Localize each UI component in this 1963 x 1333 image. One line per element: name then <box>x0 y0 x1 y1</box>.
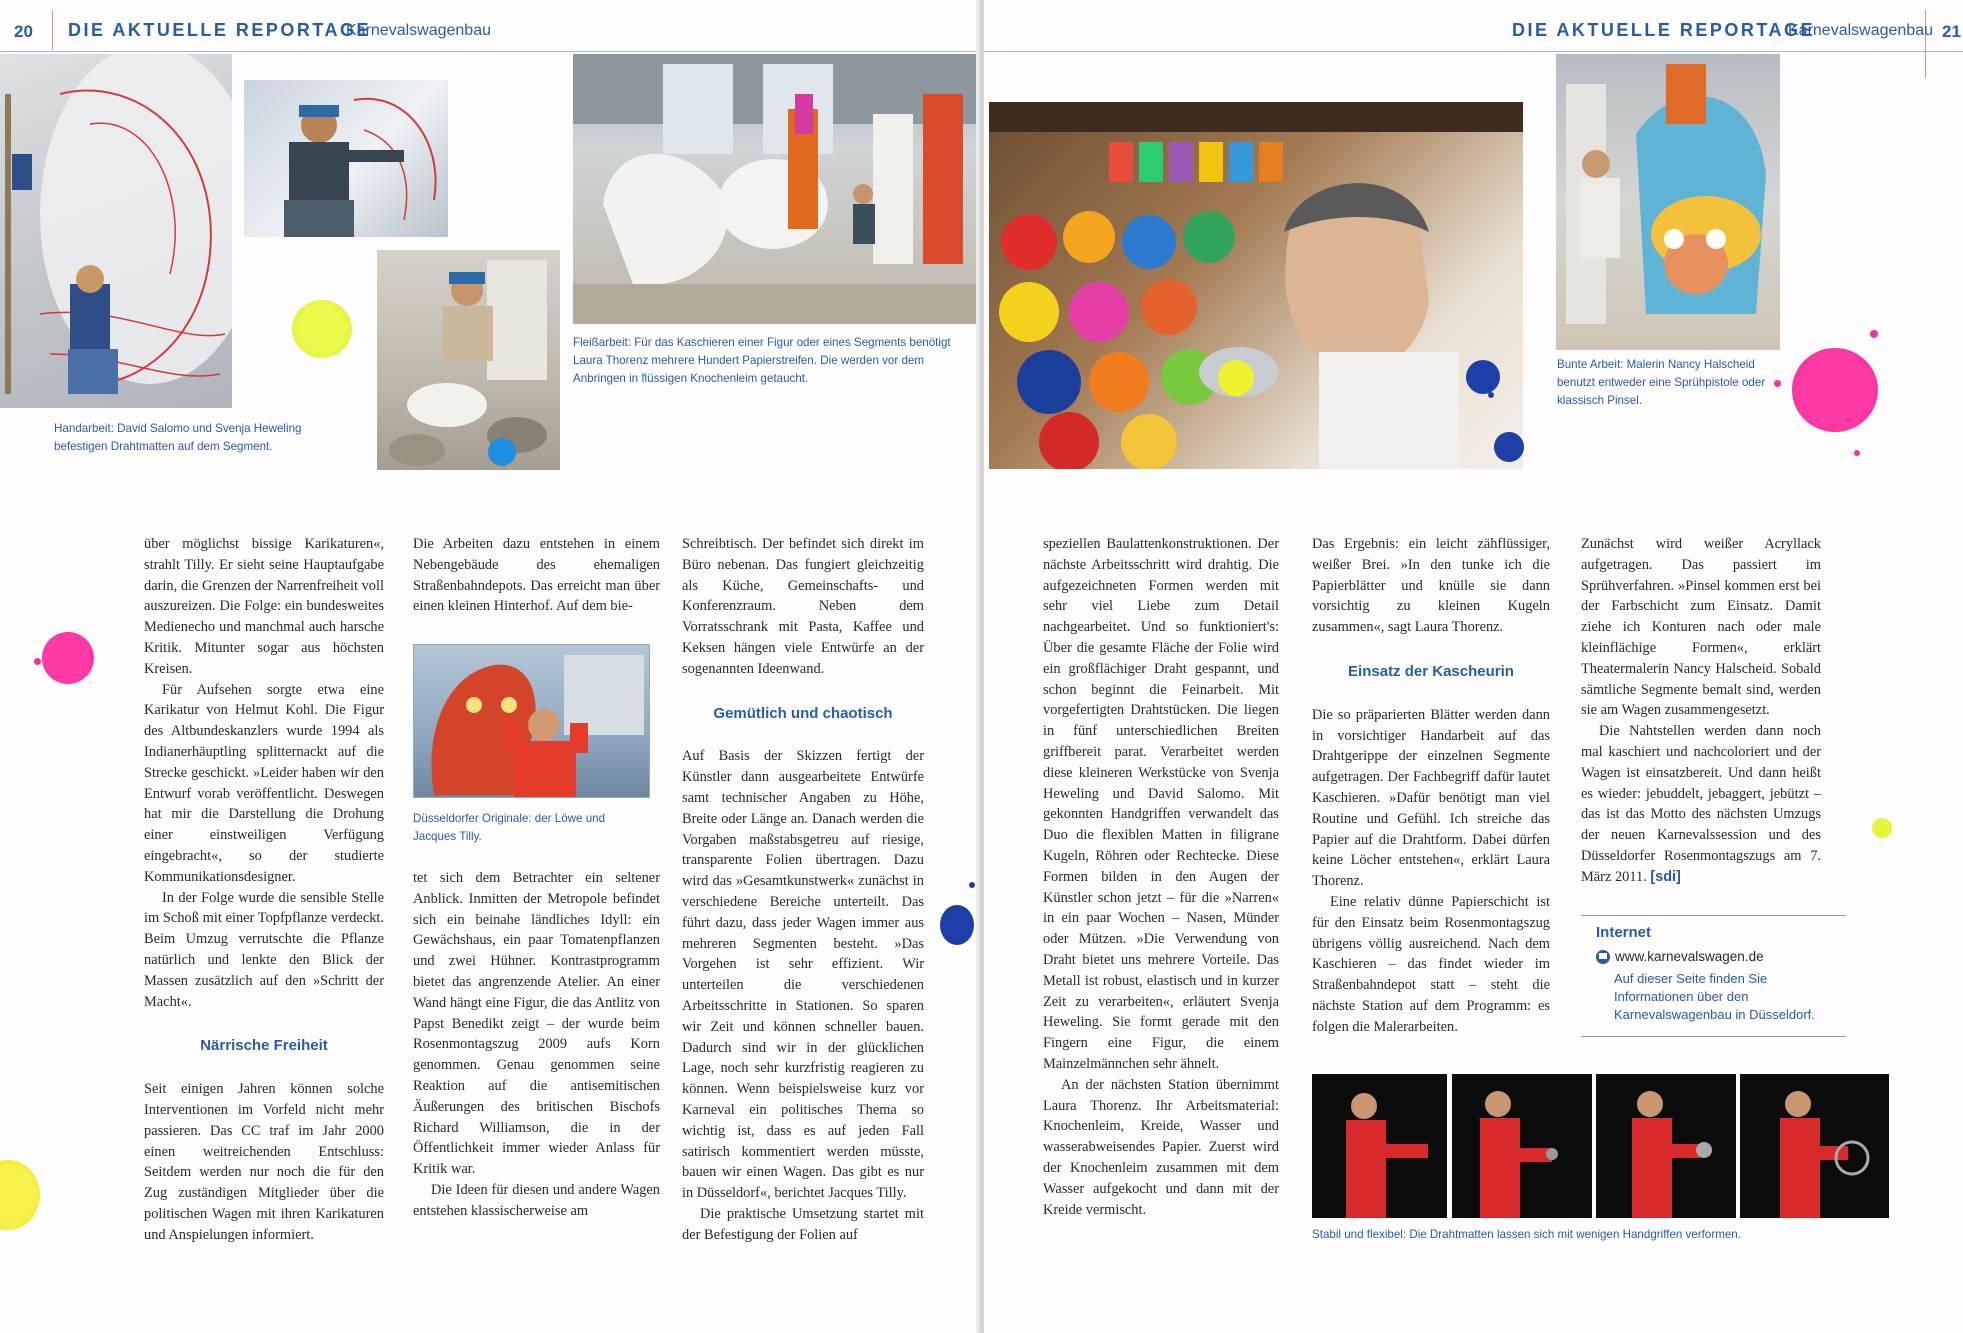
author-signature: [sdi] <box>1650 868 1681 885</box>
photo-wire-figure-art <box>0 54 232 408</box>
header-divider <box>1925 10 1926 78</box>
subheading-naerrische-freiheit: Närrische Freiheit <box>200 1037 328 1055</box>
paint-splash-yellow <box>0 1160 40 1230</box>
paint-splash-pink <box>1792 348 1878 432</box>
internet-title: Internet <box>1596 924 1652 941</box>
infobox-bottom-rule <box>1581 1036 1846 1037</box>
paint-splash-blue <box>1466 360 1500 394</box>
page-number-left: 20 <box>14 22 33 41</box>
paint-dot <box>1854 450 1860 456</box>
paint-dot <box>1488 392 1494 398</box>
subheading-gemuetlich: Gemütlich und chaotisch <box>713 704 893 722</box>
paint-splash-yellow <box>1872 818 1892 838</box>
sequence-figure <box>1312 1074 1447 1218</box>
left-column-1 <box>144 534 384 1246</box>
internet-box <box>1596 924 1846 1024</box>
photo-sequence-2 <box>1452 1074 1592 1218</box>
photo-glue-bucket <box>377 250 560 470</box>
paragraph: Die praktische Umsetzung startet mit der Befestigung der Folien auf <box>682 1205 924 1243</box>
internet-text: Auf dieser Seite finden Sie Informationen über den Karnevalswagenbau in Düsseldorf. <box>1614 971 1815 1022</box>
paragraph: Für Aufsehen sorgte etwa eine Karikatur von Helmut Kohl. Die Figur des Altbundeskanzlers wurde 1994 als Indianerhäuptling splitternackt auf die Strecke geschickt. »Leider haben wir den Entwurf vorab veröffentlicht. Deswegen hat mir die Darstellung die Drohung einer einstweiligen Verfügung eingebracht«, so der studierte Kommunikationsdesigner. <box>144 681 384 885</box>
paragraph: über möglichst bissige Karikaturen«, strahlt Tilly. Er sieht seine Hauptaufgabe darin, die Grenzen der Narrenfreiheit voll auszureizen. Die Folge: ein bundesweites Medienecho und manchmal auch harsche Kritik. Mitunter sogar aus höchsten Kreisen. <box>144 536 384 677</box>
paint-splash-pink <box>42 632 94 684</box>
caption-fleissarbeit: Fleißarbeit: Für das Kaschieren einer Figur oder eines Segments benötigt Laura Thorenz mehrere Hundert Papierstreifen. Die werden vor dem Anbringen in flüssigen Knochenleim getaucht. <box>573 336 951 385</box>
sequence-figure <box>1596 1074 1736 1218</box>
paragraph: Die Arbeiten dazu entstehen in einem Nebengebäude des ehemaligen Straßenbahndepots. Das erreicht man über einen kleinen Hinterhof. Auf dem bie- <box>413 536 660 615</box>
paragraph: An der nächsten Station übernimmt Laura Thorenz. Ihr Arbeitsmaterial: Knochenleim, Kreide, Wasser und wasserabweisendes Papier. Zuerst wird der Knochenleim zusammen mit dem Wasser aufgekocht und dann mit der Kreide vermischt. <box>1043 1076 1279 1218</box>
right-column-1 <box>1043 534 1279 1220</box>
paragraph: speziellen Baulattenkonstruktionen. Der nächste Arbeitsschritt wird drahtig. Die aufgezeichneten Formen werden mit sehr viel Liebe zum Detail nachgearbeitet. Und so funktioniert's: Über die gesamte Fläche der Folie wird ein großflächiger Draht gespannt, und schon beginnt die Feinarbeit. Mit vorgefertigten Drahtstücken. Die liegen in fünf unterschiedlichen Breiten griffbereit parat. Verarbeitet werden diese kleineren Werkstücke von Svenja Heweling und David Salomo. Mit gekonnten Handgriffen verwandelt das Duo die flexiblen Matten in filigrane Kugeln, Röhren oder Rechtecke. Diese Formen bilden in den Augen der Künstler schon jetzt – für die »Narren« in ein paar Wochen – Nasen, Münder oder Mützen. »Die Verwendung von Draht bietet uns mehrere Vorteile. Das Metall ist robust, elastisch und in kurzer Zeit zu verarbeiten«, erläutert Svenja Heweling. Sie formt gerade mit den Fingern eine Figur, die einem Mainzelmännchen sehr ähnelt. <box>1043 536 1279 1072</box>
photo-david-salomo-art <box>244 80 448 237</box>
paragraph: Auf Basis der Skizzen fertigt der Künstler dann ausgearbeitete Entwürfe samt technischer Angaben zu Höhe, Breite oder Länge an. Danach werden die Vorgaben maßstabsgetreu auf riesige, transparente Folien übertragen. Dazu wird das »Gesamtkunstwerk« zunächst in verschiedene Bereiche unterteilt. Das führt dazu, dass jeder Wagen immer aus mehreren Segmenten besteht. »Das Vorgehen ist sehr effizient. Wir unterteilen die verschiedenen Arbeitsschritte in Stationen. So sparen wir Zeit und können schneller bauen. Dadurch sind wir in der glücklichen Lage, noch sehr kurzfristig reagieren zu können. Wenn beispielsweise kurz vor Karneval ein politisches Thema so wichtig ist, dass es auf jeden Fall satirisch kommentiert werden müsste, bauen wir einen Wagen. Das gibt es nur in Düsseldorf«, berichtet Jacques Tilly. <box>682 748 924 1202</box>
paragraph: Die Ideen für diesen und andere Wagen entstehen klassischerweise am <box>413 1181 660 1219</box>
section-title-right: DIE AKTUELLE REPORTAGE <box>1512 20 1816 40</box>
paint-splash-yellow <box>1218 360 1254 396</box>
caption-handarbeit: Handarbeit: David Salomo und Svenja Heweling befestigen Drahtmatten auf dem Segment. <box>54 422 302 453</box>
photo-paint-pots-art <box>989 102 1523 469</box>
header-rule-right <box>984 51 1963 52</box>
paint-splash-yellow <box>292 300 352 358</box>
left-column-2 <box>413 534 660 617</box>
photo-sequence-4 <box>1740 1074 1889 1218</box>
photo-jacques-tilly-art <box>414 645 649 797</box>
left-page <box>0 0 981 1333</box>
caption-originale: Düsseldorfer Originale: der Löwe und Jacques Tilly. <box>413 812 606 843</box>
right-page <box>984 0 1963 1333</box>
photo-sequence-3 <box>1596 1074 1736 1218</box>
topic-left: Karnevalswagenbau <box>346 22 491 39</box>
left-column-3 <box>682 534 924 1246</box>
paragraph: Schreibtisch. Der befindet sich direkt im Büro nebenan. Das fungiert gleichzeitig als Küche, Gemeinschafts- und Konferenzraum. Neben dem Vorratsschrank mit Pasta, Kaffee und Keksen hängen viele Entwürfe an der sogenannten Ideenwand. <box>682 536 924 677</box>
caption-stabil-flexibel: Stabil und flexibel: Die Drahtmatten lassen sich mit wenigen Handgriffen verformen. <box>1312 1228 1741 1241</box>
photo-sequence-1 <box>1312 1074 1447 1218</box>
paint-dot <box>1870 330 1878 338</box>
paint-splash-blue <box>1494 432 1524 462</box>
paint-dot <box>969 882 975 888</box>
topic-right: Karnevalswagenbau <box>1788 22 1933 39</box>
paragraph: Seit einigen Jahren können solche Interventionen im Vorfeld nicht mehr passieren. Das CC traf im Jahr 2000 einen weitreichenden Entschluss: Seitdem werden nur noch die für den Zug zuständigen Mitglieder über die politischen Wagen mit ihren Karikaturen und Anspielungen informiert. <box>144 1081 384 1243</box>
paint-splash-blue <box>940 905 974 945</box>
photo-wire-figure <box>0 54 232 408</box>
left-column-2-continued <box>413 868 660 1222</box>
header-rule-left <box>0 51 981 52</box>
photo-nancy-halscheid-art <box>1556 54 1780 350</box>
internet-link-row <box>1596 949 1846 964</box>
paragraph: Eine relativ dünne Papierschicht ist für den Einsatz beim Rosenmontagszug übrigens völlig ausreichend. Nach dem Kaschieren – das findet wieder im Straßenbahndepot statt – steht die nächste Station auf dem Programm: es folgen die Malerarbeiten. <box>1312 893 1550 1035</box>
paragraph: In der Folge wurde die sensible Stelle im Schoß mit einer Topfpflanze verdeckt. Beim Umzug verrutschte die Pflanze natürlich und lenkte den Blick der Massen zusätzlich auf den »Schritt der Macht«. <box>144 889 384 1010</box>
photo-workshop-figures <box>573 54 981 324</box>
internet-url[interactable]: www.karnevalswagen.de <box>1615 949 1764 964</box>
paragraph: Die so präparierten Blätter werden dann in vorsichtiger Handarbeit auf das Drahtgerippe der einzelnen Segmente aufgetragen. Der Fachbegriff dafür lautet Kaschieren. »Dafür benötigt man viel Routine und Gefühl. Ich streiche das Papier auf die Drahtform. Dabei dürfen keine Löcher entstehen«, erklärt Laura Thorenz. <box>1312 706 1550 890</box>
photo-jacques-tilly <box>413 644 650 798</box>
paint-dot <box>1774 380 1781 387</box>
paint-dot <box>34 658 41 665</box>
monitor-icon <box>1596 950 1610 964</box>
photo-glue-bucket-art <box>377 250 560 470</box>
section-title-left: DIE AKTUELLE REPORTAGE <box>68 20 372 40</box>
photo-david-salomo <box>244 80 448 237</box>
right-column-2 <box>1312 534 1550 1038</box>
photo-nancy-halscheid <box>1556 54 1780 350</box>
paragraph: tet sich dem Betrachter ein seltener Anblick. Inmitten der Metropole befindet sich ein beinahe ländliches Idyll: ein Gewächshaus, ein paar Tomatenpflanzen und zwei Hühner. Kontrastprogramm bietet das angrenzende Atelier. An einer Wand hängt eine Figur, die das Antlitz von Papst Benedikt zeigt – der wurde beim Rosenmontagszug 2009 aufs Korn genommen. Genau genommen seine Reaktion auf die antisemitischen Äußerungen des britischen Bischofs Richard Williamson, die in der Öffentlichkeit immer wieder Anlass für Kritik war. <box>413 870 660 1178</box>
right-column-3 <box>1581 534 1821 888</box>
sequence-figure <box>1740 1074 1889 1218</box>
paragraph: Das Ergebnis: ein leicht zähflüssiger, weißer Brei. »In den tunke ich die Papierblätter und knülle sie dann vorsichtig zu kleinen Kugeln zusammen«, sagt Laura Thorenz. <box>1312 536 1550 636</box>
paragraph: Zunächst wird weißer Acryllack aufgetragen. Das passiert im Sprühverfahren. »Pinsel kommen erst bei der Farbschicht zum Einsatz. Damit ziehe ich Konturen nach oder male kleinflächige Formen«, erklärt Theatermalerin Nancy Halscheid. Sobald sämtliche Segmente bemalt sind, werden sie am Wagen zusammengesetzt. <box>1581 536 1821 719</box>
paint-splash-blue <box>488 438 516 466</box>
header-divider <box>52 10 53 50</box>
caption-bunte-arbeit: Bunte Arbeit: Malerin Nancy Halscheid benutzt entweder eine Sprühpistole oder klassisch Pinsel. <box>1557 358 1766 407</box>
page-number-right: 21 <box>1942 22 1961 41</box>
infobox-top-rule <box>1581 915 1846 916</box>
paragraph: Die Nahtstellen werden dann noch mal kaschiert und nachcoloriert und der Wagen ist einsatzbereit. Und dann heißt es wieder: jebuddelt, jebaggert, jebützt – das ist das Motto des nächsten Umzugs der neuen Karnevalssession und des Düsseldorfer Rosenmontagszugs am 7. März 2011. [sdi] <box>1581 723 1821 885</box>
subheading-einsatz-kascheurin: Einsatz der Kascheurin <box>1348 662 1514 680</box>
photo-paint-pots <box>989 102 1523 469</box>
sequence-figure <box>1452 1074 1592 1218</box>
photo-workshop-art <box>573 54 981 324</box>
